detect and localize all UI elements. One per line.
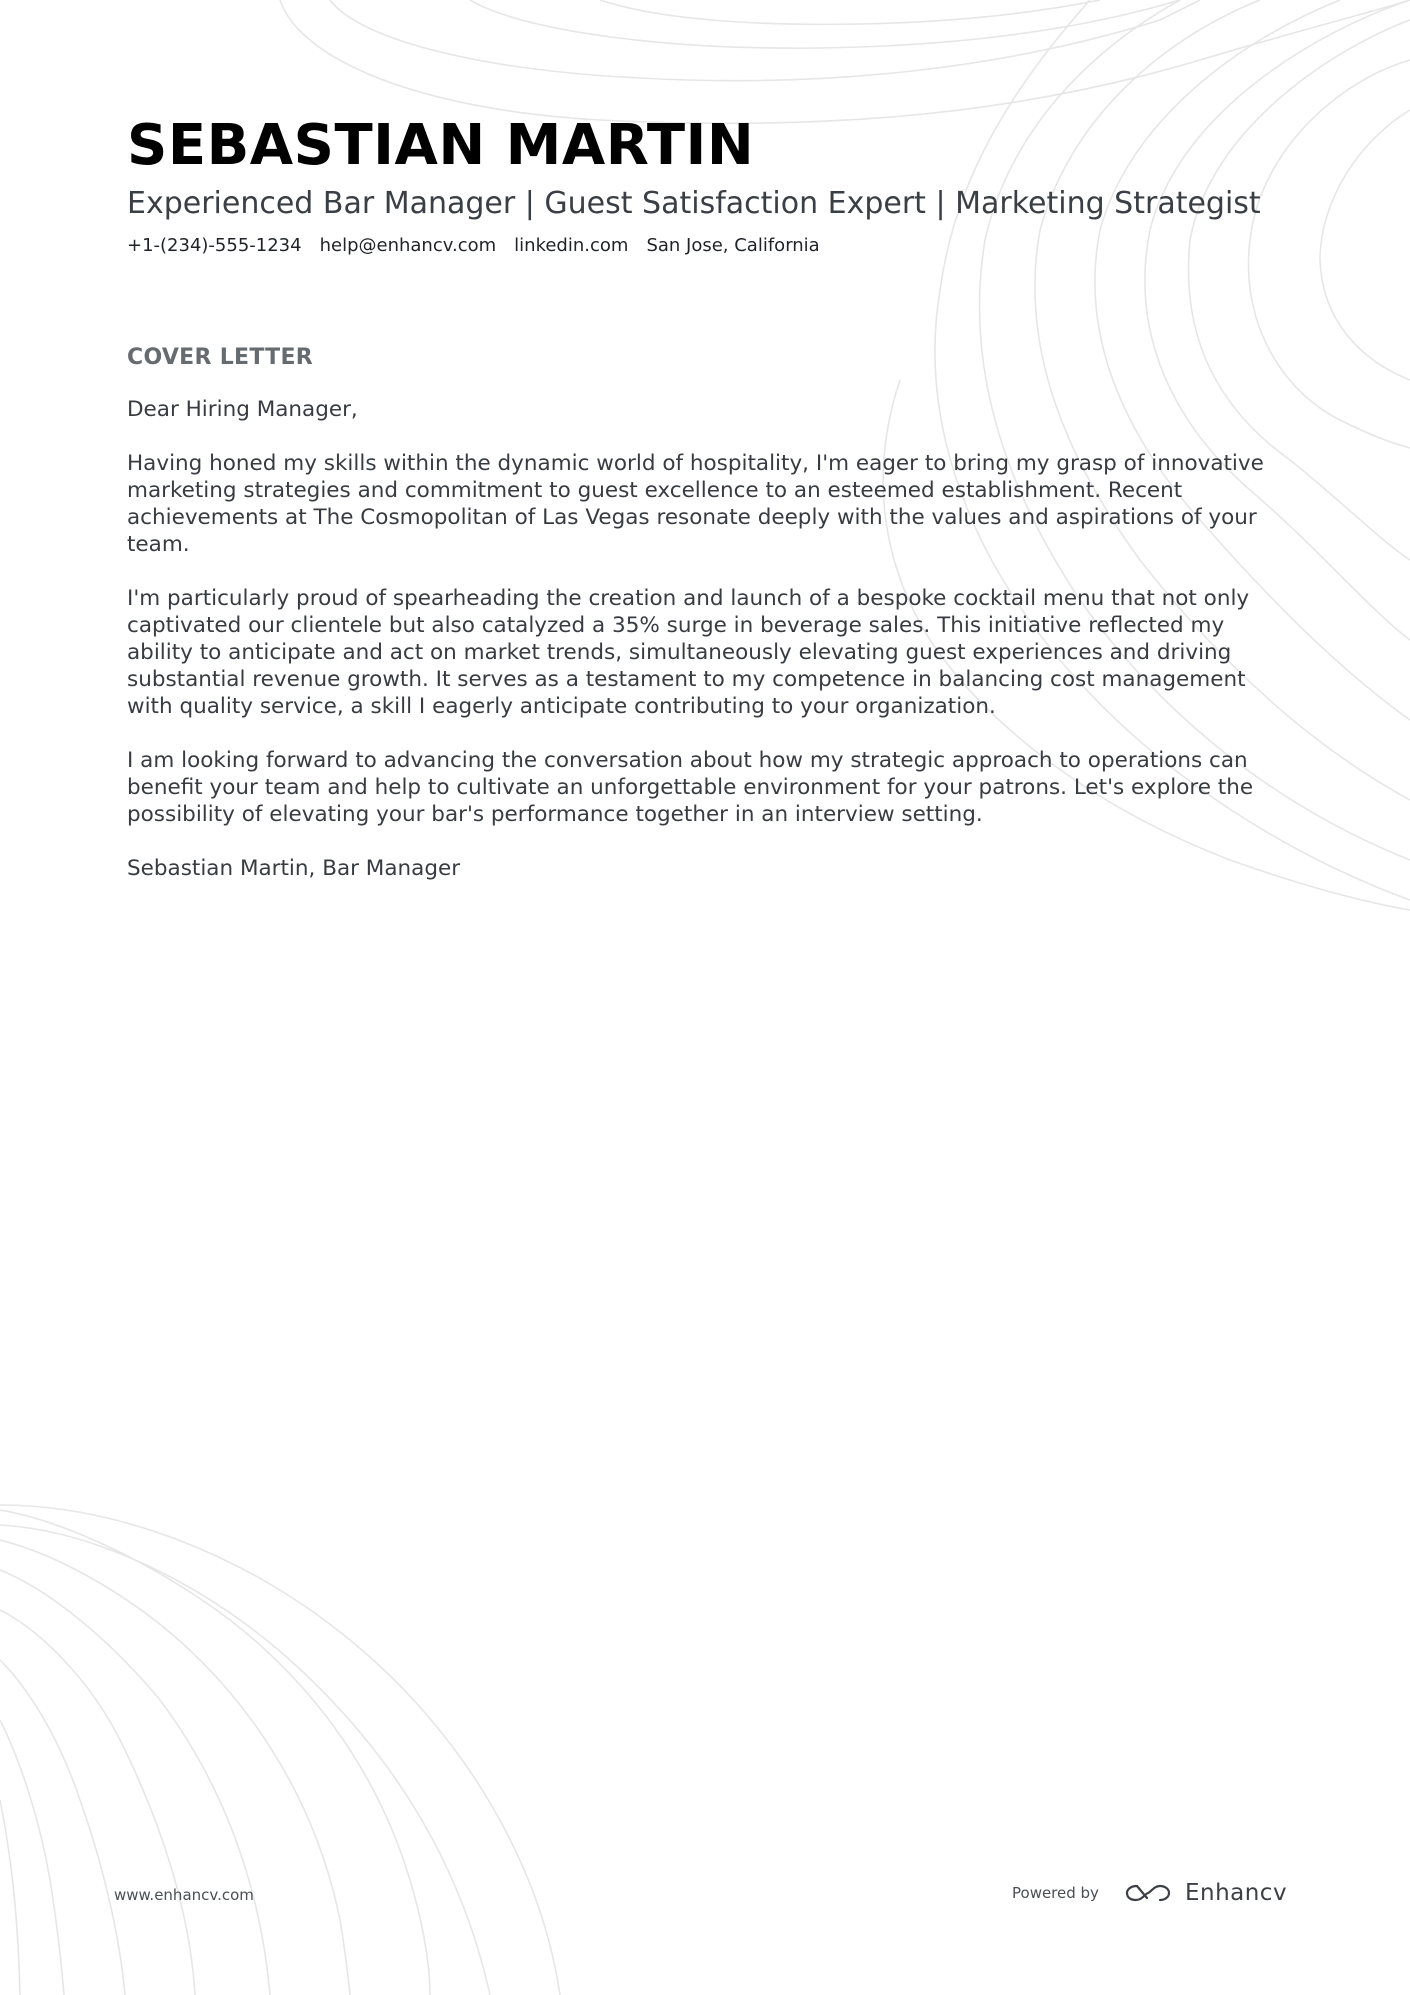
powered-by — [1012, 1880, 1287, 1906]
applicant-headline: Experienced Bar Manager | Guest Satisfaction Expert | Marketing Strategist — [127, 186, 1261, 221]
letter-paragraph: I am looking forward to advancing the conversation about how my strategic approach to operations can benefit your team and help to cultivate an unforgettable environment for your patrons. Let's explore the possibility of elevating your bar's performance together in an interview setting. — [127, 748, 1254, 827]
applicant-name: SEBASTIAN MARTIN — [127, 113, 755, 178]
letter-salutation: Dear Hiring Manager, — [127, 397, 358, 422]
enhancv-logo-icon — [1125, 1881, 1171, 1905]
letter-signature: Sebastian Martin, Bar Manager — [127, 856, 461, 881]
letter-body — [127, 396, 1277, 909]
footer-website-link[interactable]: www.enhancv.com — [114, 1886, 254, 1904]
letter-paragraph: I'm particularly proud of spearheading the creation and launch of a bespoke cocktail menu that not only captivated our clientele but also catalyzed a 35% surge in beverage sales. This initiative reflected my ability to anticipate and act on market trends, simultaneously elevating guest experiences and driving substantial revenue growth. It serves as a testament to my competence in balancing cost management with quality service, a skill I eagerly anticipate contributing to your organization. — [127, 586, 1250, 719]
contact-linkedin[interactable]: linkedin.com — [514, 235, 629, 256]
contact-email[interactable]: help@enhancv.com — [319, 235, 497, 256]
contact-location: San Jose, California — [646, 235, 820, 256]
powered-by-label: Powered by — [1012, 1884, 1099, 1902]
contact-info — [127, 232, 820, 260]
brand-logo[interactable] — [1125, 1880, 1287, 1906]
contact-phone[interactable]: +1-(234)-555-1234 — [127, 235, 302, 256]
section-title: COVER LETTER — [127, 345, 314, 370]
letter-paragraph: Having honed my skills within the dynamic world of hospitality, I'm eager to bring my grasp of innovative marketing strategies and commitment to guest excellence to an esteemed establishment. Recent achievements at The Cosmopolitan of Las Vegas resonate deeply with the values and aspirations of your team. — [127, 451, 1264, 557]
brand-name: Enhancv — [1184, 1880, 1288, 1906]
